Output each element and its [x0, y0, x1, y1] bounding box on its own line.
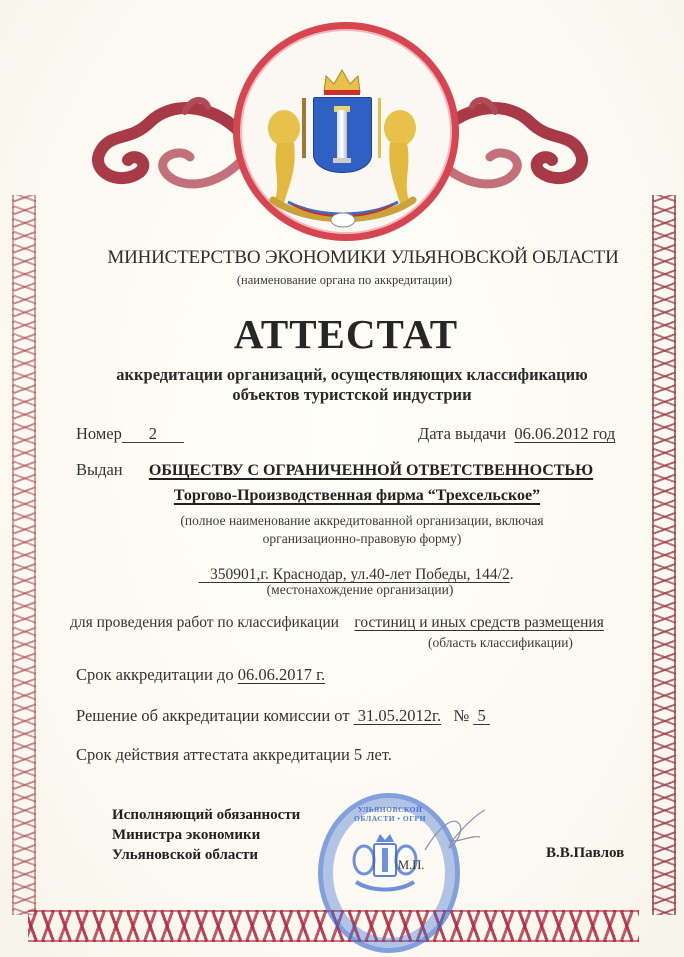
emblem-header: [0, 0, 684, 240]
decision-number-text: 5: [477, 706, 486, 725]
handwritten-signature-icon: [420, 805, 490, 865]
column-icon: [337, 110, 347, 160]
scope-label: для проведения работ по классификации: [70, 614, 339, 631]
decision-number: [473, 706, 490, 725]
term-value: 06.06.2017 г.: [237, 665, 326, 684]
stamp-text: УЛЬЯНОВСКОЙ ОБЛАСТИ • ОГРН: [354, 805, 426, 823]
signer-name: В.В.Павлов: [546, 845, 625, 861]
number-value: 2: [122, 426, 184, 443]
organization-name-line-1: ОБЩЕСТВУ С ОГРАНИЧЕННОЙ ОТВЕТСТВЕННОСТЬЮ: [148, 462, 594, 479]
decision-label: Решение об аккредитации комиссии от: [76, 706, 350, 725]
signer-position-line-3: Ульяновской области: [112, 847, 259, 863]
signer-position-line-2: Министра экономики: [112, 827, 261, 843]
seal-place-label: М.П.: [398, 858, 425, 872]
address-suffix: .: [509, 566, 514, 583]
document-subtitle: [0, 365, 684, 405]
commission-decision-row: [76, 706, 490, 726]
ornament-scroll-left-icon: [90, 92, 240, 197]
validity-period: Срок действия аттестата аккредитации 5 лет.: [76, 745, 392, 764]
ornament-scroll-right-icon: [440, 92, 590, 197]
term-label: Срок аккредитации до: [76, 665, 234, 684]
column-base: [333, 158, 351, 163]
accreditation-term-row: [76, 665, 325, 685]
oak-wreath-icon: [268, 190, 418, 230]
scope-value: гостиниц и иных средств размещения: [354, 614, 604, 631]
subtitle-line-2: объектов туристской индустрии: [232, 385, 472, 404]
scope-caption: (область классификации): [428, 635, 573, 650]
organization-name-row-2: [0, 485, 684, 505]
signer-position-line-1: Исполняющий обязанности: [112, 807, 301, 823]
organization-caption-line-2: организационно-правовую форму): [262, 531, 462, 546]
issue-date-value: 06.06.2012 год: [514, 424, 616, 443]
decision-date-text: 31.05.2012г.: [357, 706, 442, 725]
issue-date-row: [418, 424, 615, 444]
decision-number-label: №: [453, 706, 470, 725]
document-title: АТТЕСТАТ: [233, 311, 459, 357]
crown-icon: [322, 68, 362, 96]
classification-scope-row: [70, 614, 604, 632]
address-text: 350901,г. Краснодар, ул.40-лет Победы, 144/2: [210, 566, 510, 583]
signer-position: [112, 805, 300, 865]
subtitle-line-1: аккредитации организаций, осуществляющих классификацию: [116, 365, 588, 384]
ornamental-border-right: [652, 195, 676, 915]
address-value: [198, 566, 509, 583]
certificate-number-row: [76, 424, 184, 444]
address-caption: (местонахождение организации): [266, 582, 454, 597]
organization-caption: [0, 512, 684, 548]
decision-date: [354, 706, 441, 725]
issuing-authority: МИНИСТЕРСТВО ЭКОНОМИКИ УЛЬЯНОВСКОЙ ОБЛАСТИ: [107, 247, 619, 268]
number-label: Номер: [76, 424, 122, 443]
issued-label: Выдан: [76, 460, 123, 479]
issued-to-row: [76, 460, 593, 480]
organization-name-line-2: Торгово-Производственная фирма “Трехсельское”: [173, 487, 541, 504]
issuing-authority-caption: (наименование органа по аккредитации): [236, 273, 453, 287]
ornamental-border-left: [12, 195, 36, 915]
issue-date-label: Дата выдачи: [418, 424, 507, 443]
organization-caption-line-1: (полное наименование аккредитованной организации, включая: [180, 513, 544, 528]
